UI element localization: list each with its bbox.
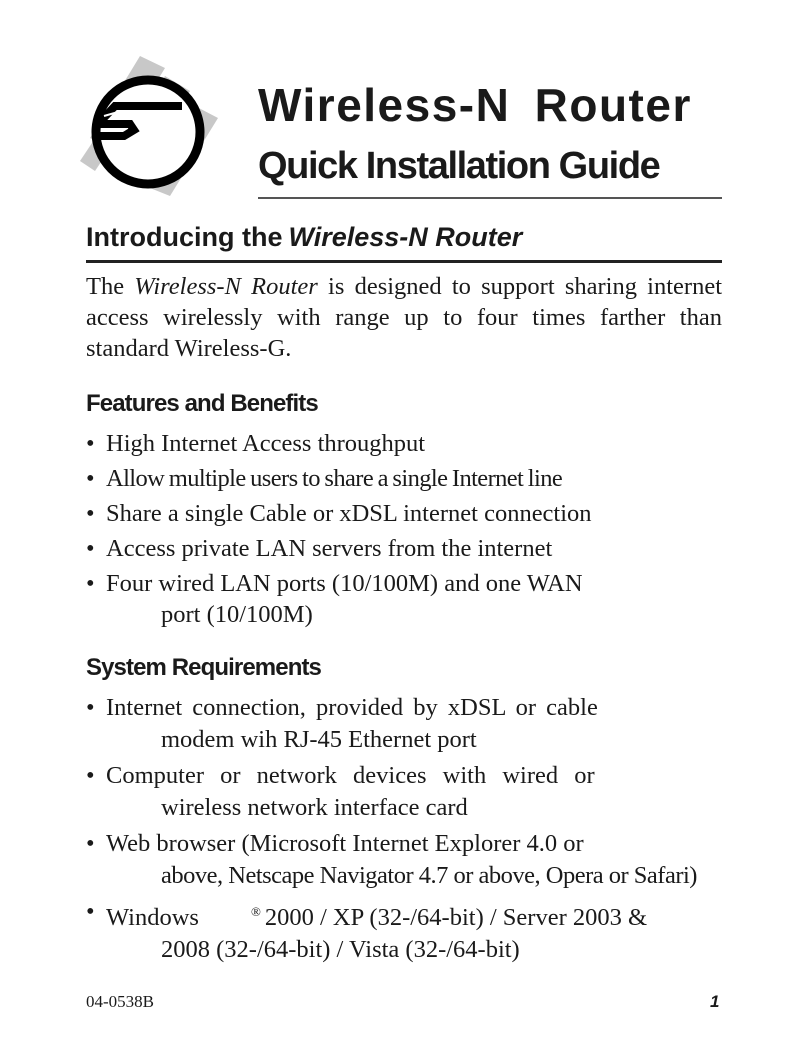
list-item-text: 2000 / XP (32-/64-bit) / Server 2003 & [264, 904, 648, 932]
bullet-icon: • [86, 694, 95, 721]
list-item [86, 498, 722, 529]
bullet-icon: • [86, 430, 95, 457]
list-item-text: Web browser (Microsoft Internet Explorer 4.0 or [106, 830, 584, 857]
list-item [86, 463, 722, 494]
features-heading: Features and Benefits [86, 390, 318, 417]
list-item-continuation: above, Netscape Navigator 4.7 or above, Opera or Safari) [161, 862, 697, 889]
list-item [86, 828, 722, 892]
intro-heading-italic: Wireless-N Router [288, 222, 523, 252]
brand-logo-icon [70, 46, 230, 206]
bullet-icon: • [86, 500, 95, 527]
list-item-text: Four wired LAN ports (10/100M) and one WAN [106, 570, 583, 597]
intro-text-start: The [86, 273, 135, 300]
list-item [86, 896, 722, 966]
list-item-continuation: modem wih RJ-45 Ethernet port [161, 726, 477, 753]
list-item [86, 692, 722, 756]
intro-paragraph [86, 271, 722, 364]
list-item [86, 568, 722, 630]
list-item [86, 533, 722, 564]
list-item-continuation: port (10/100M) [161, 601, 313, 628]
registered-mark: ® [250, 904, 261, 919]
bullet-icon: • [86, 898, 95, 925]
list-item-continuation: wireless network interface card [161, 794, 468, 821]
list-item-continuation: 2008 (32-/64-bit) / Vista (32-/64-bit) [161, 936, 520, 964]
list-item-text: Share a single Cable or xDSL internet connection [106, 500, 592, 527]
intro-heading-plain: Introducing the [86, 222, 283, 252]
list-item-text: Access private LAN servers from the internet [106, 535, 553, 562]
list-item-text: Allow multiple users to share a single Internet line [106, 465, 563, 492]
doc-code: 04-0538B [86, 992, 154, 1011]
bullet-icon: • [86, 535, 95, 562]
title-block [258, 78, 722, 199]
intro-text-italic: Wireless-N Router [134, 273, 318, 300]
page-number: 1 [710, 992, 720, 1011]
list-item-text: High Internet Access throughput [106, 430, 426, 457]
bullet-icon: • [86, 762, 95, 789]
list-item [86, 428, 722, 459]
intro-divider [86, 260, 722, 263]
bullet-icon: • [86, 465, 95, 492]
main-content [86, 218, 722, 970]
intro-text-rest: is designed to support sharing internet access wirelessly with range up to four times farther than standard Wireless-G. [86, 273, 722, 362]
bullet-icon: • [86, 570, 95, 597]
features-list [86, 428, 722, 630]
bullet-icon: • [86, 830, 95, 857]
guide-subtitle: Quick Installation Guide [258, 145, 660, 187]
requirements-list [86, 692, 722, 966]
title-divider [258, 197, 722, 199]
requirements-heading: System Requirements [86, 654, 321, 681]
list-item [86, 760, 722, 824]
intro-heading [86, 218, 722, 256]
product-title: Wireless-N Router [258, 79, 692, 131]
list-item-text: Windows [106, 904, 199, 932]
list-item-text: Internet connection, provided by xDSL or cable [106, 694, 598, 721]
list-item-text: Computer or network devices with wired or [106, 762, 595, 789]
brand-logo [70, 46, 230, 206]
